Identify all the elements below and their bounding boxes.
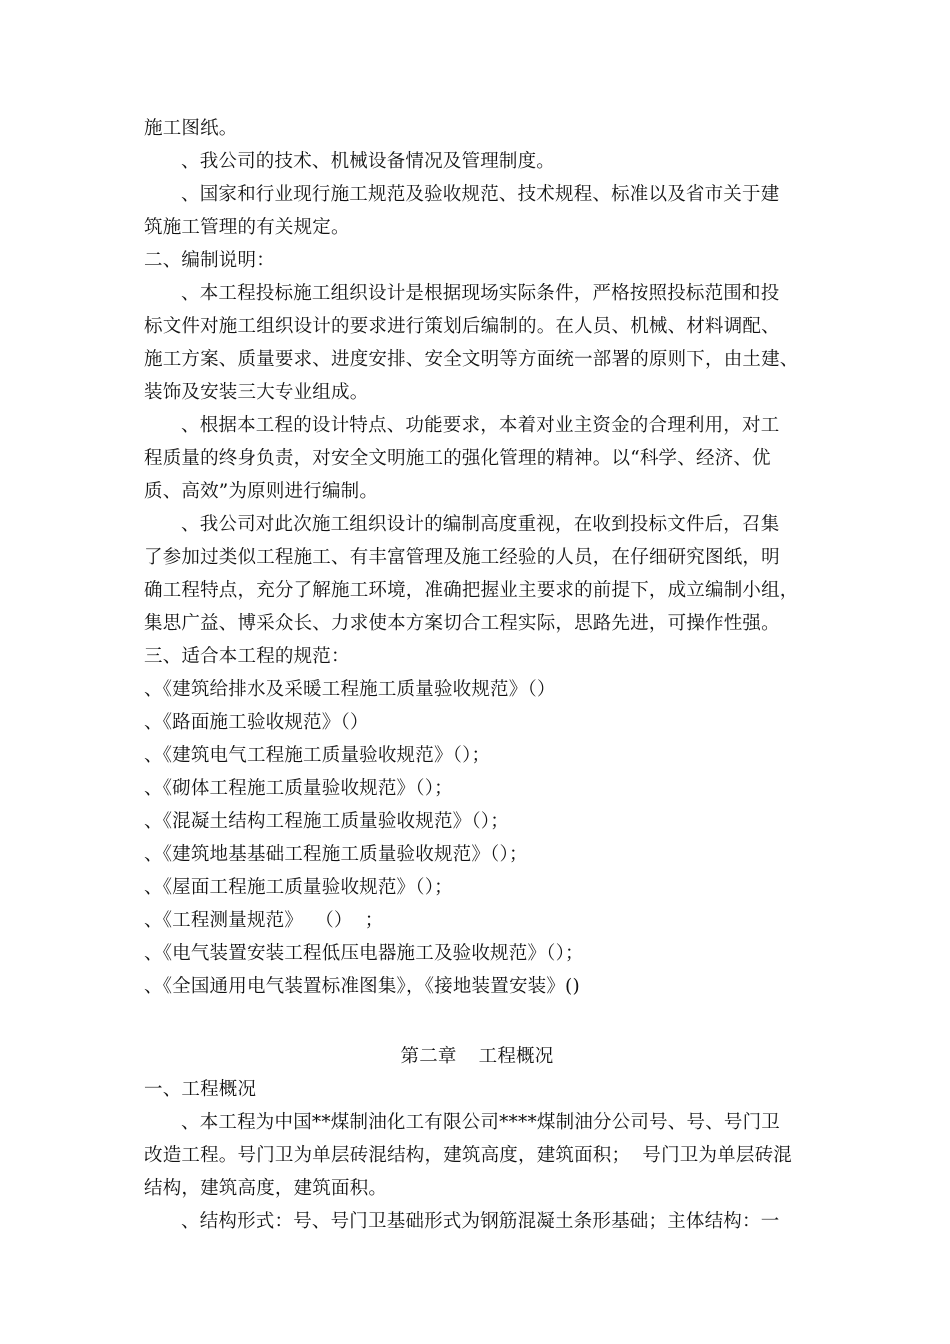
text-line: 质、高效”为原则进行编制。 [144,481,379,502]
text-line: 程质量的终身负责，对安全文明施工的强化管理的精神。以“科学、经济、优 [144,448,771,469]
text-line: 确工程特点，充分了解施工环境，准确把握业主要求的前提下，成立编制小组， [144,580,799,601]
standard-item: 、《电气装置安装工程低压电器施工及验收规范》（）； [144,943,584,964]
text-line: 集思广益、博采众长、力求使本方案切合工程实际，思路先进，可操作性强。 [144,613,780,634]
text-line: 、根据本工程的设计特点、功能要求，本着对业主资金的合理利用，对工 [181,415,780,436]
section-heading: 一、工程概况 [144,1079,257,1100]
standard-item: 、《建筑给排水及采暖工程施工质量验收规范》（） [144,679,556,700]
text-line: 了参加过类似工程施工、有丰富管理及施工经验的人员，在仔细研究图纸，明 [144,547,780,568]
text-line: 、我公司的技术、机械设备情况及管理制度。 [181,151,556,172]
standard-item: 、《建筑电气工程施工质量验收规范》（）； [144,745,491,766]
standard-item: 、《建筑地基基础工程施工质量验收规范》（）； [144,844,528,865]
text-line: 、我公司对此次施工组织设计的编制高度重视，在收到投标文件后，召集 [181,514,780,535]
standard-item: 、《屋面工程施工质量验收规范》（）； [144,877,453,898]
text-line: 施工图纸。 [144,118,238,139]
text-line: 、本工程投标施工组织设计是根据现场实际条件，严格按照投标范围和投 [181,283,780,304]
chapter-title: 工程概况 [478,1046,554,1067]
standard-item: 、《砌体工程施工质量验收规范》（）； [144,778,453,799]
text-line: 施工方案、质量要求、进度安排、安全文明等方面统一部署的原则下，由土建、 [144,349,799,370]
chapter-heading [144,1040,810,1073]
standard-item: 、《全国通用电气装置标准图集》，《接地装置安装》() [144,976,580,997]
standard-item: 、《工程测量规范》 （） ； [144,910,384,931]
text-line: 、结构形式：号、号门卫基础形式为钢筋混凝土条形基础；主体结构：一 [181,1211,780,1232]
spacer [144,1003,810,1040]
text-line: 装饰及安装三大专业组成。 [144,382,369,403]
standard-item: 、《混凝土结构工程施工质量验收规范》（）； [144,811,509,832]
standard-item: 、《路面施工验收规范》（） [144,712,369,733]
text-line: 标文件对施工组织设计的要求进行策划后编制的。在人员、机械、材料调配、 [144,316,780,337]
text-line: 、国家和行业现行施工规范及验收规范、技术规程、标准以及省市关于建 [181,184,780,205]
text-line: 结构，建筑高度，建筑面积。 [144,1178,388,1199]
section-heading: 三、适合本工程的规范： [144,646,350,667]
text-line: 筑施工管理的有关规定。 [144,217,350,238]
text-line: 、本工程为中国**煤制油化工有限公司****煤制油分公司号、号、号门卫 [181,1112,781,1133]
chapter-number: 第二章 [400,1046,457,1067]
section-heading: 二、编制说明： [144,250,275,271]
text-line: 改造工程。号门卫为单层砖混结构，建筑高度，建筑面积； 号门卫为单层砖混 [144,1145,792,1166]
